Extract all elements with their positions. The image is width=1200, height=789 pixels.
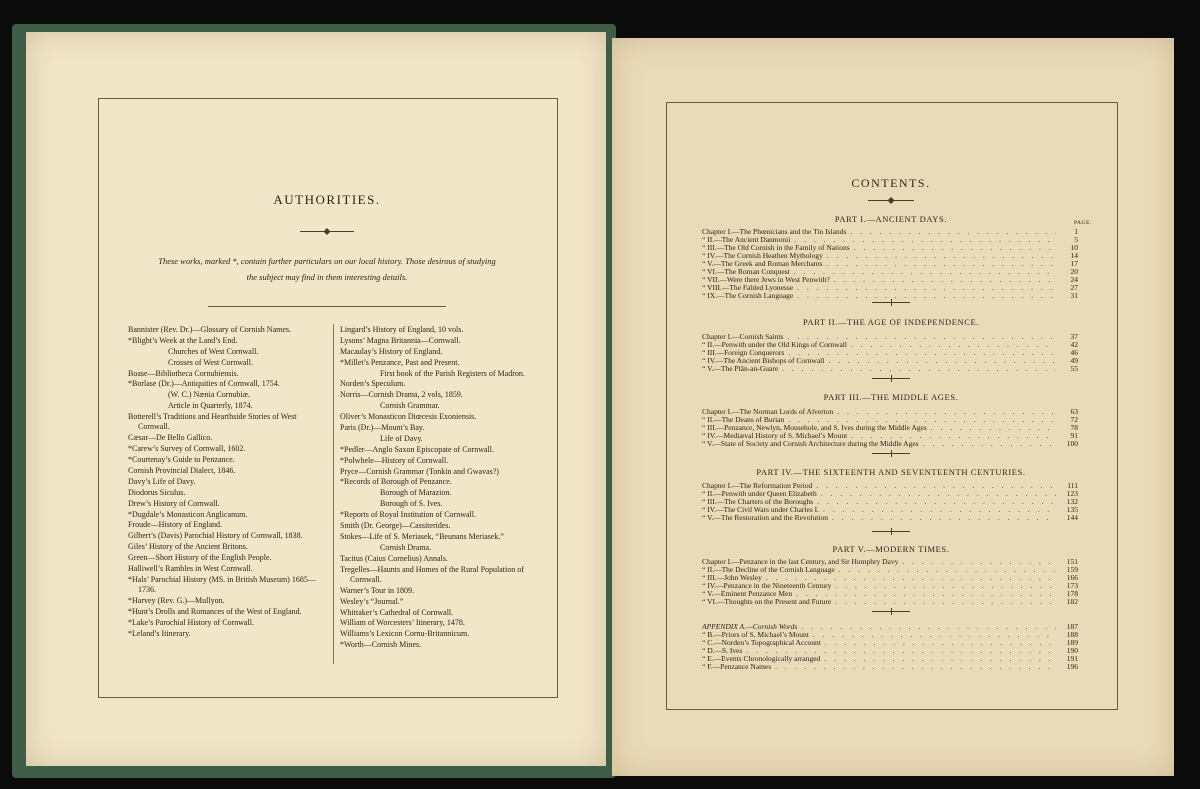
leader-dots — [790, 268, 1056, 276]
chapter-row — [702, 365, 1078, 373]
chapter-list — [702, 228, 1078, 300]
page-number: 135 — [1066, 506, 1078, 514]
chapter-row — [702, 408, 1078, 416]
note-line-1: These works, marked *, contain further particulars on our local history. Those desirous of studying — [158, 256, 496, 266]
page-number: 123 — [1066, 490, 1078, 498]
chapter-title: “ V.—The Greek and Roman Merchants — [702, 260, 823, 268]
chapter-row — [702, 292, 1078, 300]
page-number: 188 — [1066, 631, 1078, 639]
leader-dots — [809, 631, 1056, 639]
chapter-row — [702, 663, 1078, 671]
chapter-row — [702, 639, 1078, 647]
authorities-title: AUTHORITIES. — [273, 192, 381, 207]
authority-entry: Cornish Provincial Dialect, 1846. — [128, 465, 236, 475]
page-number: 190 — [1066, 647, 1078, 655]
page-number: 182 — [1066, 598, 1078, 606]
authority-entry: Smith (Dr. George)—Cassiterides. — [340, 521, 451, 531]
authority-entry: Gilbert’s (Davis) Parochial History of Cornwall, 1838. — [128, 531, 303, 541]
section-divider — [872, 378, 910, 379]
chapter-title: “ III.—John Wesley — [702, 574, 762, 582]
part-heading: PART I.—ANCIENT DAYS. — [834, 214, 948, 224]
chapter-row — [702, 357, 1078, 365]
page-number: 10 — [1070, 244, 1078, 252]
page-number: 173 — [1066, 582, 1078, 590]
chapter-title: “ VI.—Thoughts on the Present and Future — [702, 598, 832, 606]
leader-dots — [846, 228, 1056, 236]
chapter-list — [702, 558, 1078, 606]
chapter-list — [702, 408, 1078, 448]
section-divider — [872, 611, 910, 612]
authority-entry: Cornish Drama. — [380, 542, 432, 552]
chapter-title: “ III.—Penzance, Newlyn, Mousehole, and S. Ives during the Middle Ages — [702, 424, 927, 432]
chapter-row — [702, 268, 1078, 276]
leader-dots — [831, 582, 1056, 590]
leader-dots — [762, 574, 1056, 582]
authority-entry: William of Worcesters’ Itinerary, 1478. — [340, 618, 465, 628]
page-number: 159 — [1066, 566, 1078, 574]
page-number: 78 — [1070, 424, 1078, 432]
page-number: 31 — [1070, 292, 1078, 300]
chapter-row — [702, 236, 1078, 244]
chapter-row — [702, 284, 1078, 292]
authority-entry: Life of Davy. — [380, 433, 423, 443]
authority-entry: *Pedler—Anglo Saxon Episcopate of Cornwall. — [340, 444, 494, 454]
chapter-row — [702, 623, 1078, 631]
section-divider — [872, 302, 910, 303]
leader-dots — [797, 623, 1056, 631]
authority-entry: Tregelles—Haunts and Homes of the Rural Population of Cornwall. — [340, 564, 524, 584]
page-number: 187 — [1066, 623, 1078, 631]
leader-dots — [790, 236, 1056, 244]
part-heading: PART IV.—THE SIXTEENTH AND SEVENTEENTH CENTURIES. — [756, 467, 1026, 477]
part-heading: PART V.—MODERN TIMES. — [832, 544, 950, 554]
chapter-title: “ VI.—The Roman Conquest — [702, 268, 790, 276]
authority-entry: Cæsar—De Bello Gallico. — [128, 433, 213, 443]
page-number: 132 — [1066, 498, 1078, 506]
leader-dots — [823, 252, 1056, 260]
authority-entry: Drew’s History of Cornwall. — [128, 498, 220, 508]
page-number: 17 — [1070, 260, 1078, 268]
chapter-title: “ V.—State of Society and Cornish Architecture during the Middle Ages — [702, 440, 919, 448]
authority-entry: *Millet’s Penzance, Past and Present. — [340, 357, 460, 367]
chapter-row — [702, 416, 1078, 424]
chapter-title: “ V.—The Plân-an-Guare — [702, 365, 779, 373]
chapter-row — [702, 349, 1078, 357]
chapter-title: APPENDIX A.—Cornish Words — [702, 623, 798, 631]
chapter-list — [702, 333, 1078, 373]
authority-entry: Norris—Cornish Drama, 2 vols, 1859. — [340, 390, 463, 400]
authority-entry: Lysons’ Magna Britannia—Cornwall. — [340, 335, 461, 345]
authority-entry: Norden’s Speculum. — [340, 379, 406, 389]
chapter-title: “ D.—S. Ives — [702, 647, 743, 655]
page-number: 196 — [1066, 663, 1078, 671]
leader-dots — [847, 341, 1056, 349]
authority-entry: Lingard’s History of England, 10 vols. — [340, 325, 464, 334]
page-column-header: PAGE. — [1074, 220, 1092, 226]
authorities-note — [128, 253, 526, 285]
title-ornament — [300, 231, 354, 232]
chapter-row — [702, 228, 1078, 236]
chapter-title: “ III.—The Charters of the Boroughs — [702, 498, 814, 506]
chapter-row — [702, 341, 1078, 349]
page-number: 14 — [1070, 252, 1078, 260]
authority-entry: *Carew’s Survey of Cornwall, 1602. — [128, 444, 246, 454]
leader-dots — [792, 590, 1056, 598]
chapter-row — [702, 647, 1078, 655]
chapter-title: “ III.—The Old Cornish in the Family of Nations — [702, 244, 850, 252]
leader-dots — [821, 639, 1056, 647]
chapter-row — [702, 482, 1078, 490]
leader-dots — [783, 333, 1056, 341]
page-number: 42 — [1070, 341, 1078, 349]
chapter-list — [702, 623, 1078, 671]
authority-entry: *Hunt’s Drolls and Romances of the West of England. — [128, 606, 302, 616]
authority-entry: Bannister (Rev. Dr.)—Glossary of Cornish Names. — [128, 325, 292, 334]
chapter-row — [702, 490, 1078, 498]
section-divider — [872, 453, 910, 454]
authority-entry: Churches of West Cornwall. — [168, 346, 259, 356]
leader-dots — [784, 349, 1056, 357]
authority-entry: Green—Short History of the English People. — [128, 553, 272, 563]
page-number: 46 — [1070, 349, 1078, 357]
chapter-row — [702, 506, 1078, 514]
chapter-title: “ IV.—Mediæval History of S. Michael’s Mount — [702, 432, 848, 440]
page-number: 5 — [1074, 236, 1078, 244]
note-separator — [208, 306, 446, 307]
authority-entry: Williams’s Lexicon Cornu-Britannicum. — [340, 629, 470, 639]
chapter-title: “ C.—Norden’s Topographical Account — [702, 639, 821, 647]
page-number: 191 — [1066, 655, 1078, 663]
authority-entry: *Polwhele—History of Cornwall. — [340, 455, 449, 465]
leader-dots — [823, 260, 1056, 268]
chapter-row — [702, 631, 1078, 639]
authority-entry: Warner’s Tour in 1809. — [340, 585, 415, 595]
authority-entry: Tacitus (Caius Cornelius) Annals. — [340, 553, 448, 563]
chapter-row — [702, 252, 1078, 260]
authority-entry: *Hals’ Parochial History (MS. in British Museum) 1685—1736. — [128, 574, 316, 595]
authority-entry: *Dugdale’s Monasticon Anglicanum. — [128, 509, 248, 519]
chapter-title: “ B.—Priors of S. Michael’s Mount — [702, 631, 809, 639]
authority-entry: *Worth—Cornish Mines. — [340, 640, 422, 650]
page-number: 27 — [1070, 284, 1078, 292]
chapter-row — [702, 558, 1078, 566]
authority-entry: Wesley’s “Journal.” — [340, 596, 404, 606]
chapter-row — [702, 498, 1078, 506]
leader-dots — [828, 514, 1056, 522]
leader-dots — [833, 408, 1056, 416]
authority-entry: Boase—Bibliotheca Cornubiensis. — [128, 368, 239, 378]
authority-entry: Borough of Marazion. — [380, 488, 452, 498]
chapter-title: “ E.—Events Chronologically arranged — [702, 655, 821, 663]
leader-dots — [812, 482, 1056, 490]
chapter-row — [702, 514, 1078, 522]
page-number: 151 — [1066, 558, 1078, 566]
chapter-title: “ IV.—The Cornish Heathen Mythology — [702, 252, 823, 260]
authority-entry: *Blight’s Week at the Land’s End. — [128, 335, 238, 345]
authority-entry: *Leland’s Itinerary. — [128, 628, 191, 638]
authority-entry: Diodorus Siculus. — [128, 487, 186, 497]
leader-dots — [927, 424, 1056, 432]
page-number: 37 — [1070, 333, 1078, 341]
page-number: 63 — [1070, 408, 1078, 416]
authority-entry: Cornish Grammar. — [380, 401, 440, 411]
page-number: 111 — [1067, 482, 1078, 490]
page-number: 49 — [1070, 357, 1078, 365]
authority-entry: *Records of Borough of Penzance. — [340, 477, 452, 487]
leader-dots — [820, 655, 1056, 663]
chapter-title: Chapter I.—The Reformation Period — [702, 482, 813, 490]
authority-entry: *Lake’s Parochial History of Cornwall. — [128, 617, 254, 627]
leader-dots — [830, 276, 1056, 284]
authority-entry: Borough of S. Ives. — [380, 499, 443, 509]
chapter-row — [702, 590, 1078, 598]
chapter-row — [702, 333, 1078, 341]
leader-dots — [817, 490, 1056, 498]
chapter-row — [702, 440, 1078, 448]
part-heading: PART II.—THE AGE OF INDEPENDENCE. — [802, 317, 980, 327]
authority-entry: Article in Quarterly, 1874. — [168, 401, 253, 411]
leader-dots — [819, 506, 1056, 514]
chapter-row — [702, 582, 1078, 590]
chapter-title: Chapter I.—The Norman Lords of Alverton — [702, 408, 834, 416]
chapter-title: Chapter I.—Penzance in the last Century, and Sir Humphry Davy — [702, 558, 899, 566]
section-divider — [872, 531, 910, 532]
chapter-row — [702, 432, 1078, 440]
part-heading: PART III.—THE MIDDLE AGES. — [823, 392, 959, 402]
chapter-title: “ II.—The Decline of the Cornish Language — [702, 566, 835, 574]
chapter-row — [702, 244, 1078, 252]
page-number: 144 — [1066, 514, 1078, 522]
authority-entry: Crosses of West Cornwall. — [168, 357, 253, 367]
authority-entry: Stokes—Life of S. Meriasek, “Beunans Meriasek.” — [340, 531, 504, 541]
page-number: 1 — [1074, 228, 1078, 236]
chapter-title: “ II.—The Ancient Danmonii — [702, 236, 791, 244]
authorities-column-b — [340, 325, 532, 651]
page-number: 166 — [1066, 574, 1078, 582]
leader-dots — [831, 598, 1056, 606]
leader-dots — [919, 440, 1056, 448]
authority-entry: Whittaker’s Cathedral of Cornwall. — [340, 607, 454, 617]
authority-entry: (W. C.) Nænia Cornubiæ. — [168, 390, 250, 400]
page-number: 178 — [1066, 590, 1078, 598]
leader-dots — [793, 292, 1056, 300]
leader-dots — [813, 498, 1056, 506]
chapter-row — [702, 655, 1078, 663]
chapter-row — [702, 260, 1078, 268]
authority-entry: Macaulay’s History of England. — [340, 346, 443, 356]
leader-dots — [898, 558, 1056, 566]
authority-entry: Giles’ History of the Ancient Britons. — [128, 542, 248, 552]
leader-dots — [784, 416, 1056, 424]
chapter-title: “ IV.—Penzance in the Nineteenth Century — [702, 582, 832, 590]
chapter-list — [702, 482, 1078, 522]
authority-entry: Botterell’s Traditions and Hearthside Stories of West Cornwall. — [128, 412, 297, 432]
note-line-2: the subject may find in them interesting details. — [246, 272, 408, 282]
right-page-frame — [666, 102, 1118, 710]
contents-ornament — [868, 200, 914, 201]
chapter-title: “ II.—The Deans of Burian — [702, 416, 785, 424]
chapter-title: “ II.—Penwith under Queen Elizabeth — [702, 490, 817, 498]
chapter-row — [702, 424, 1078, 432]
contents-title: CONTENTS. — [851, 176, 931, 190]
authorities-column-a — [128, 325, 326, 640]
chapter-title: “ IV.—The Ancient Bishops of Cornwall — [702, 357, 825, 365]
chapter-row — [702, 574, 1078, 582]
chapter-title: “ IX.—The Cornish Language — [702, 292, 794, 300]
authority-entry: Froude—History of England. — [128, 520, 222, 530]
page-number: 55 — [1070, 365, 1078, 373]
page-number: 24 — [1070, 276, 1078, 284]
chapter-title: Chapter I.—Cornish Saints — [702, 333, 784, 341]
chapter-title: “ VIII.—The Fabled Lyonesse — [702, 284, 794, 292]
page-number: 100 — [1066, 440, 1078, 448]
page-number: 91 — [1070, 432, 1078, 440]
page-number: 189 — [1066, 639, 1078, 647]
chapter-title: “ F.—Penzance Names — [702, 663, 772, 671]
chapter-title: “ III.—Foreign Conquerors — [702, 349, 785, 357]
authority-entry: Halliwell’s Rambles in West Cornwall. — [128, 564, 253, 573]
authority-entry: *Reports of Royal Institution of Cornwall. — [340, 510, 476, 520]
chapter-title: “ VII.—Were there Jews in West Penwith? — [702, 276, 830, 284]
chapter-row — [702, 598, 1078, 606]
authority-entry: *Courtenay’s Guide to Penzance. — [128, 455, 235, 465]
leader-dots — [824, 357, 1056, 365]
leader-dots — [835, 566, 1056, 574]
leader-dots — [847, 432, 1056, 440]
leader-dots — [778, 365, 1056, 373]
column-divider — [333, 324, 334, 664]
chapter-title: “ IV.—The Civil Wars under Charles I. — [702, 506, 820, 514]
page-number: 20 — [1070, 268, 1078, 276]
leader-dots — [742, 647, 1056, 655]
authority-entry: *Borlase (Dr.)—Antiquities of Cornwall, 1754. — [128, 379, 280, 389]
leader-dots — [793, 284, 1056, 292]
authority-entry: Paris (Dr.)—Mount’s Bay. — [340, 423, 425, 433]
authority-entry: Davy’s Life of Davy. — [128, 476, 196, 486]
chapter-title: “ II.—Penwith under the Old Kings of Cornwall — [702, 341, 847, 349]
chapter-row — [702, 276, 1078, 284]
authority-entry: *Harvey (Rev. G.)—Mullyon. — [128, 596, 225, 606]
chapter-title: “ V.—Eminent Penzance Men — [702, 590, 793, 598]
chapter-title: “ V.—The Restoration and the Revolution — [702, 514, 828, 522]
leader-dots — [850, 244, 1056, 252]
authority-entry: Oliver’s Monasticon Diœcesis Exoniensis. — [340, 412, 477, 422]
authority-entry: Pryce—Cornish Grammar (Tonkin and Gwavas?) — [340, 466, 499, 476]
leader-dots — [771, 663, 1056, 671]
chapter-row — [702, 566, 1078, 574]
authority-entry: First book of the Parish Registers of Madron. — [380, 368, 525, 378]
page-number: 72 — [1070, 416, 1078, 424]
chapter-title: Chapter I.—The Phœnicians and the Tin Islands — [702, 228, 847, 236]
